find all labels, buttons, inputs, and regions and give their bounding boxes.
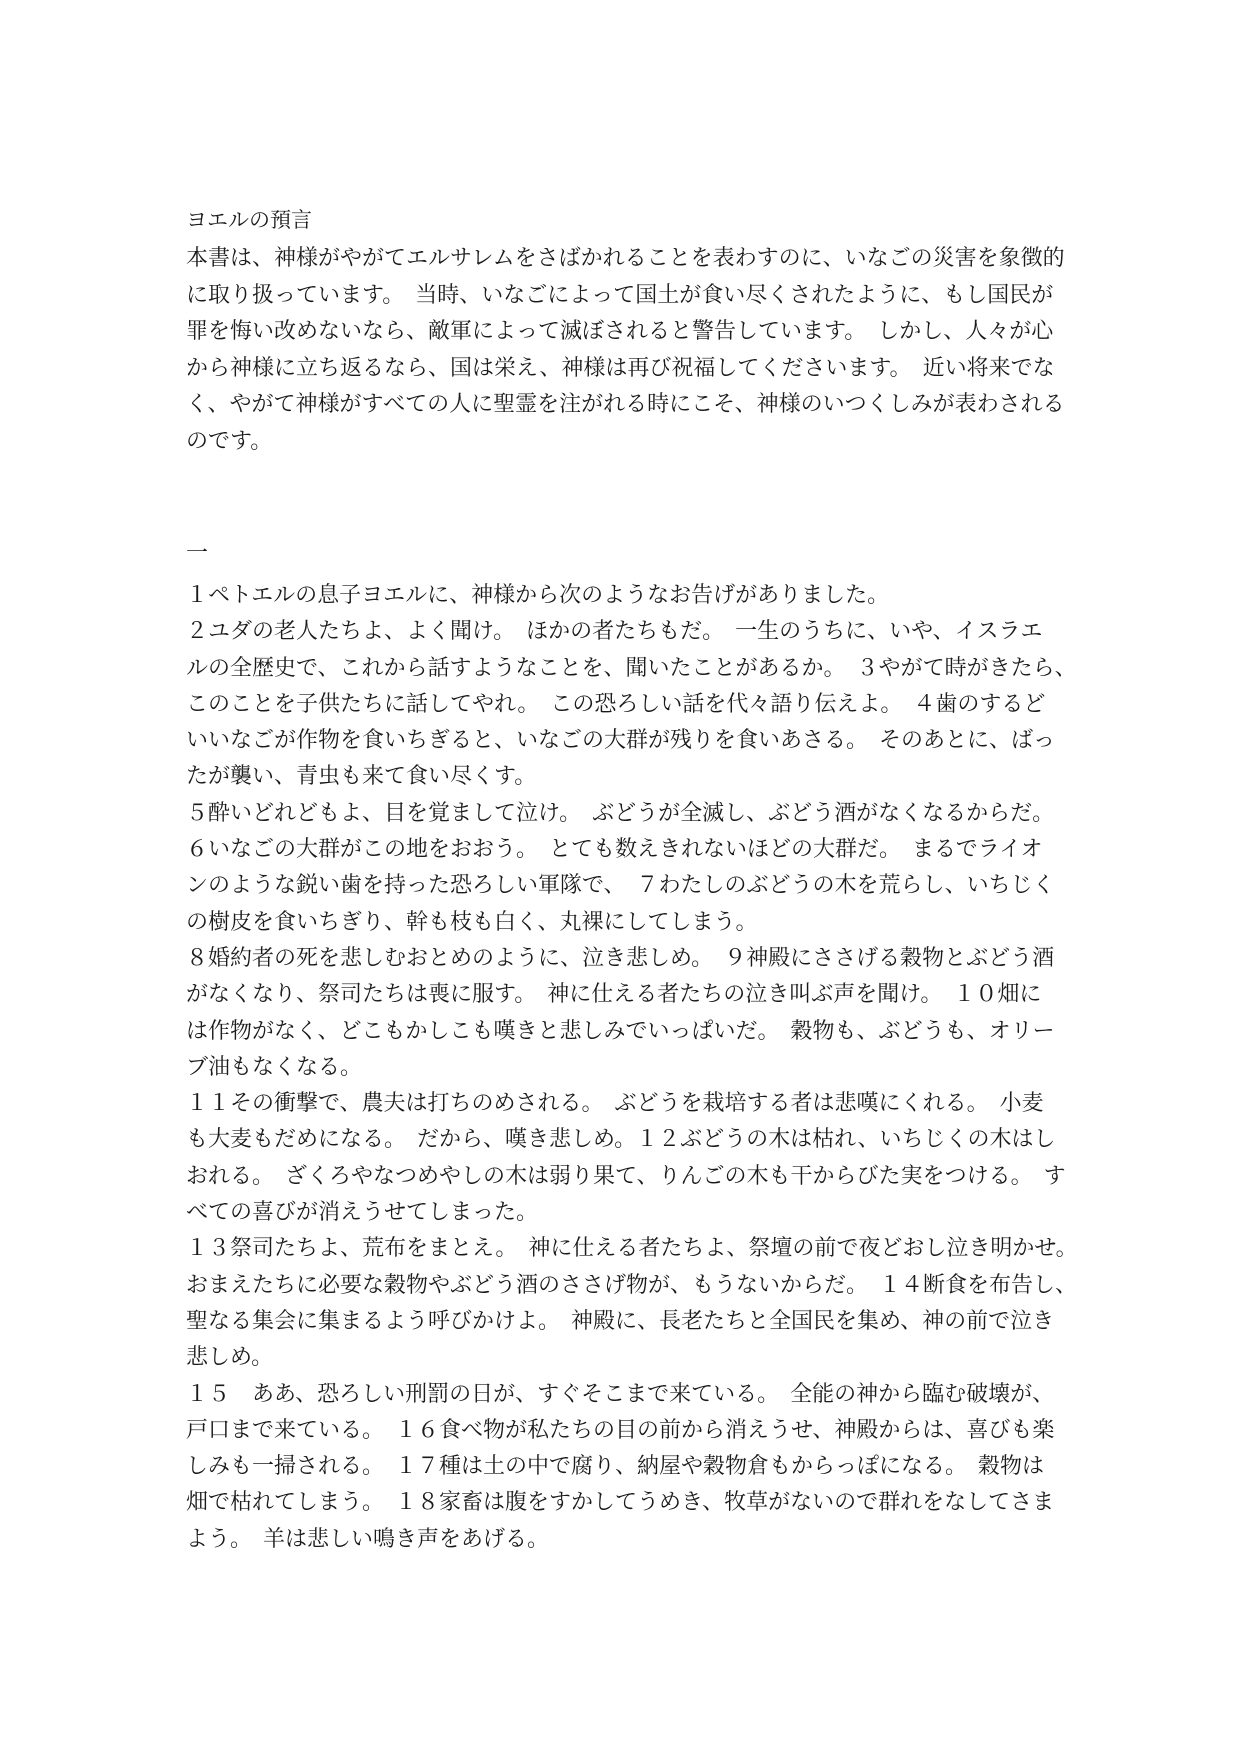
body-line: べての喜びが消えうせてしまった。 [186,1200,539,1226]
body-line: ルの全歴史で、これから話すようなことを、聞いたことがあるか。 ３やがて時がきたら、 [186,655,1077,681]
body-line: ブ油もなくなる。 [186,1054,363,1080]
body-line: の樹皮を食いちぎり、幹も枝も白く、丸裸にしてしまう。 [186,909,758,935]
intro-line: 罪を悔い改めないなら、敵軍によって滅ぼされると警告しています。 しかし、人々が心 [186,319,1054,344]
body-line: いいなごが作物を食いちぎると、いなごの大群が残りを食いあさる。 そのあとに、ばっ [186,728,1056,754]
body-line: １３祭司たちよ、荒布をまとえ。 神に仕える者たちよ、祭壇の前で夜どおし泣き明かせ。 [186,1236,1078,1262]
body-line: 畑で枯れてしまう。 １８家畜は腹をすかしてうめき、牧草がないので群れをなしてさま [186,1490,1055,1516]
document-page [186,203,1078,1558]
body-line: このことを子供たちに話してやれ。 この恐ろしい話を代々語り伝えよ。 ４歯のするど [186,691,1046,717]
body-line: おまえたちに必要な穀物やぶどう酒のささげ物が、もうないからだ。 １４断食を布告し、 [186,1272,1078,1298]
body-line: ２ユダの老人たちよ、よく聞け。 ほかの者たちもだ。 一生のうちに、いや、イスラエ [186,619,1043,645]
body-line: 聖なる集会に集まるよう呼びかけよ。 神殿に、長老たちと全国民を集め、神の前で泣き [186,1308,1055,1334]
body-line: おれる。 ざくろやなつめやしの木は弱り果て、りんごの木も干からびた実をつける。 す [186,1163,1066,1189]
body-line: よう。 羊は悲しい鳴き声をあげる。 [186,1526,550,1552]
intro-line: から神様に立ち返るなら、国は栄え、神様は再び祝福してくださいます。 近い将来でな [186,355,1055,381]
intro-paragraph [186,241,1065,460]
chapter-body [186,578,1078,1558]
document-title: ヨエルの預言 [186,208,312,232]
body-line: 悲しめ。 [186,1345,274,1371]
body-line: は作物がなく、どこもかしこも嘆きと悲しみでいっぱいだ。 穀物も、ぶどうも、オリー [186,1018,1055,1044]
intro-line: 本書は、神様がやがてエルサレムをさばかれることを表わすのに、いなごの災害を象徴的 [186,246,1065,271]
intro-line: く、やがて神様がすべての人に聖霊を注がれる時にこそ、神様のいつくしみが表わされる [186,392,1065,417]
body-line: １５ ああ、恐ろしい刑罰の日が、すぐそこまで来ている。 全能の神から臨む破壊が、 [186,1381,1055,1407]
body-line: も大麦もだめになる。 だから、嘆き悲しめ。１２ぶどうの木は枯れ、いちじくの木はし [186,1127,1056,1153]
body-line: ８婚約者の死を悲しむおとめのように、泣き悲しめ。 ９神殿にささげる穀物とぶどう酒 [186,945,1055,971]
body-line: 戸口まで来ている。 １６食べ物が私たちの目の前から消えうせ、神殿からは、喜びも楽 [186,1417,1055,1443]
chapter-heading: 一 [186,541,209,566]
body-line: ６いなごの大群がこの地をおおう。 とても数えきれないほどの大群だ。 まるでライオ [186,837,1043,863]
body-line: がなくなり、祭司たちは喪に服す。 神に仕える者たちの泣き叫ぶ声を聞け。 １０畑に [186,982,1042,1008]
body-line: １ペトエルの息子ヨエルに、神様から次のようなお告げがありました。 [186,583,890,608]
body-line: １１その衝撃で、農夫は打ちのめされる。 ぶどうを栽培する者は悲嘆にくれる。 小麦 [186,1091,1044,1117]
body-line: しみも一掃される。 １７種は土の中で腐り、納屋や穀物倉もからっぽになる。 穀物は [186,1454,1045,1480]
body-line: たが襲い、青虫も来て食い尽くす。 [186,764,537,790]
body-line: ５酔いどれどもよ、目を覚まして泣け。 ぶどうが全滅し、ぶどう酒がなくなるからだ。 [186,800,1055,826]
intro-line: に取り扱っています。 当時、いなごによって国土が食い尽くされたように、もし国民が [186,282,1054,308]
intro-line: のです。 [186,428,273,454]
body-line: ンのような鋭い歯を持った恐ろしい軍隊で、 ７わたしのぶどうの木を荒らし、いちじく [186,873,1055,899]
